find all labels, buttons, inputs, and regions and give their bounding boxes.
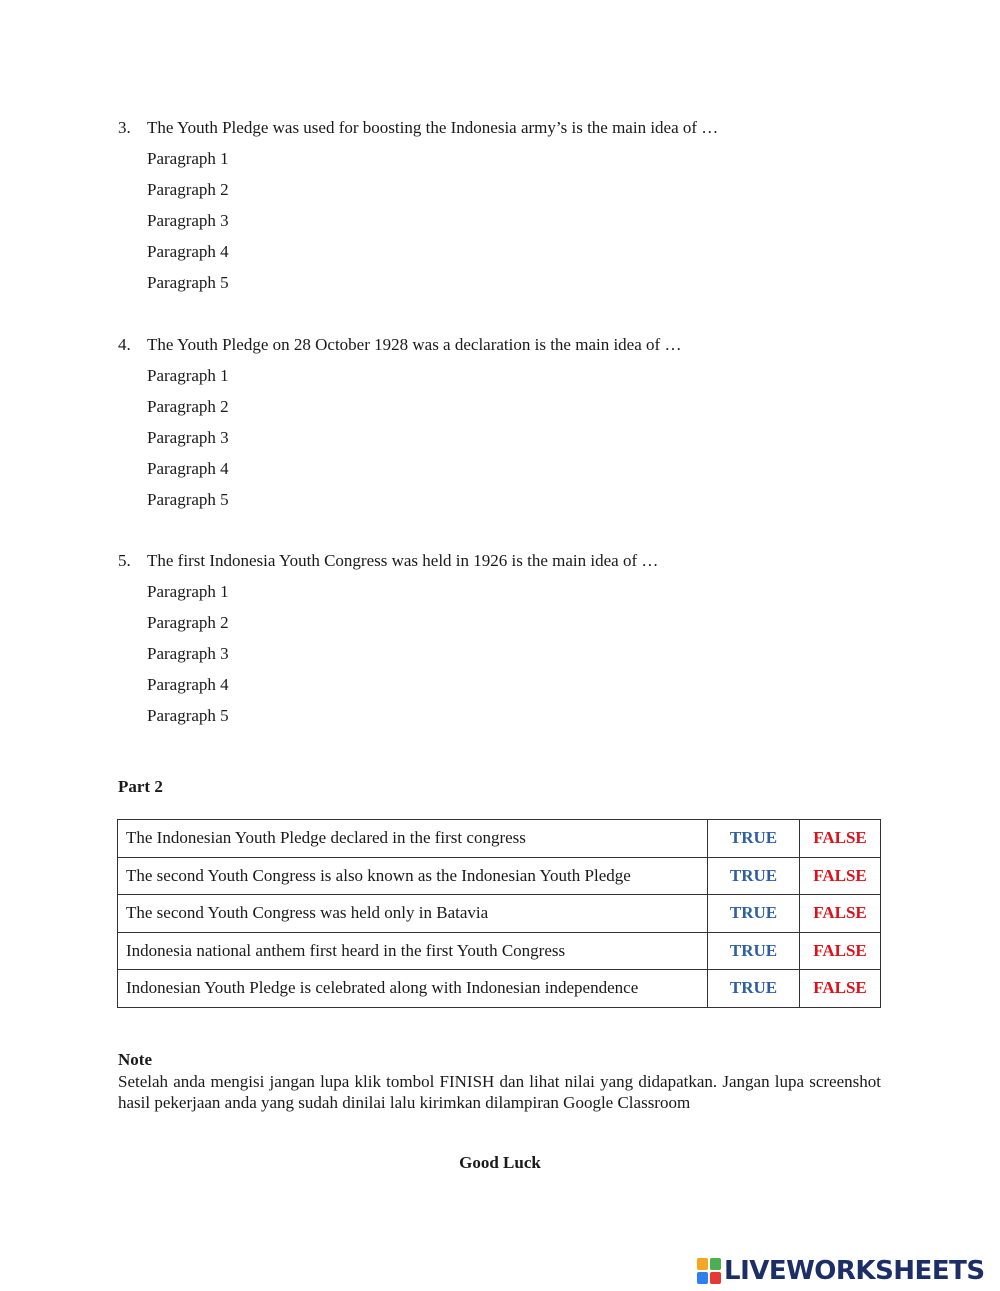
logo-tile [697, 1272, 708, 1284]
statement-3-false-button[interactable]: FALSE [800, 895, 881, 933]
logo-tile [697, 1258, 708, 1270]
question-4 [118, 329, 898, 515]
q3-option-paragraph-2[interactable]: Paragraph 2 [147, 179, 229, 199]
question-text: The first Indonesia Youth Congress was held in 1926 is the main idea of … [147, 550, 659, 570]
q3-option-paragraph-5[interactable]: Paragraph 5 [147, 272, 229, 292]
note-text: Setelah anda mengisi jangan lupa klik tombol FINISH dan lihat nilai yang didapatkan. Jangan lupa screenshot hasil pekerjaan anda yang sudah dinilai lalu kirimkan dilampiran Google Classroom [118, 1072, 881, 1112]
q3-option-paragraph-4[interactable]: Paragraph 4 [147, 241, 229, 261]
q4-option-paragraph-2[interactable]: Paragraph 2 [147, 396, 229, 416]
part-2-heading: Part 2 [118, 777, 163, 796]
statement-4-false-button[interactable]: FALSE [800, 932, 881, 970]
q5-option-paragraph-3[interactable]: Paragraph 3 [147, 643, 229, 663]
statement-2: The second Youth Congress is also known as the Indonesian Youth Pledge [118, 857, 708, 895]
q4-option-paragraph-4[interactable]: Paragraph 4 [147, 458, 229, 478]
q5-option-paragraph-5[interactable]: Paragraph 5 [147, 705, 229, 725]
statement-3-true-button[interactable]: TRUE [708, 895, 800, 933]
logo-tile [710, 1258, 721, 1270]
question-5-stem [118, 545, 898, 576]
true-false-table [117, 819, 881, 1008]
statement-1-false-button[interactable]: FALSE [800, 820, 881, 858]
statement-2-false-button[interactable]: FALSE [800, 857, 881, 895]
q5-option-paragraph-4[interactable]: Paragraph 4 [147, 674, 229, 694]
q5-option-paragraph-2[interactable]: Paragraph 2 [147, 612, 229, 632]
note-heading: Note [118, 1050, 152, 1069]
logo-tile [710, 1272, 721, 1284]
statement-5: Indonesian Youth Pledge is celebrated along with Indonesian independence [118, 970, 708, 1008]
closing-text: Good Luck [459, 1153, 541, 1172]
q3-option-paragraph-3[interactable]: Paragraph 3 [147, 210, 229, 230]
q3-option-paragraph-1[interactable]: Paragraph 1 [147, 148, 229, 168]
statement-4-true-button[interactable]: TRUE [708, 932, 800, 970]
statement-1-true-button[interactable]: TRUE [708, 820, 800, 858]
question-number: 3. [118, 117, 131, 137]
q4-option-paragraph-3[interactable]: Paragraph 3 [147, 427, 229, 447]
table-row [118, 895, 881, 933]
q4-option-paragraph-1[interactable]: Paragraph 1 [147, 365, 229, 385]
table-row [118, 820, 881, 858]
statement-1: The Indonesian Youth Pledge declared in the first congress [118, 820, 708, 858]
statement-4: Indonesia national anthem first heard in the first Youth Congress [118, 932, 708, 970]
table-row [118, 932, 881, 970]
question-number: 5. [118, 550, 131, 570]
table-row [118, 857, 881, 895]
question-text: The Youth Pledge on 28 October 1928 was a declaration is the main idea of … [147, 334, 682, 354]
q5-option-paragraph-1[interactable]: Paragraph 1 [147, 581, 229, 601]
question-3 [118, 112, 898, 298]
question-text: The Youth Pledge was used for boosting the Indonesia army’s is the main idea of … [147, 117, 719, 137]
question-4-stem [118, 329, 898, 360]
statement-3: The second Youth Congress was held only in Batavia [118, 895, 708, 933]
liveworksheets-logo [697, 1256, 985, 1286]
statement-5-false-button[interactable]: FALSE [800, 970, 881, 1008]
liveworksheets-logo-icon [697, 1258, 721, 1284]
question-3-stem [118, 112, 898, 143]
logo-text: LIVEWORKSHEETS [724, 1256, 985, 1286]
question-5 [118, 545, 898, 731]
q4-option-paragraph-5[interactable]: Paragraph 5 [147, 489, 229, 509]
statement-2-true-button[interactable]: TRUE [708, 857, 800, 895]
statement-5-true-button[interactable]: TRUE [708, 970, 800, 1008]
question-number: 4. [118, 334, 131, 354]
table-row [118, 970, 881, 1008]
